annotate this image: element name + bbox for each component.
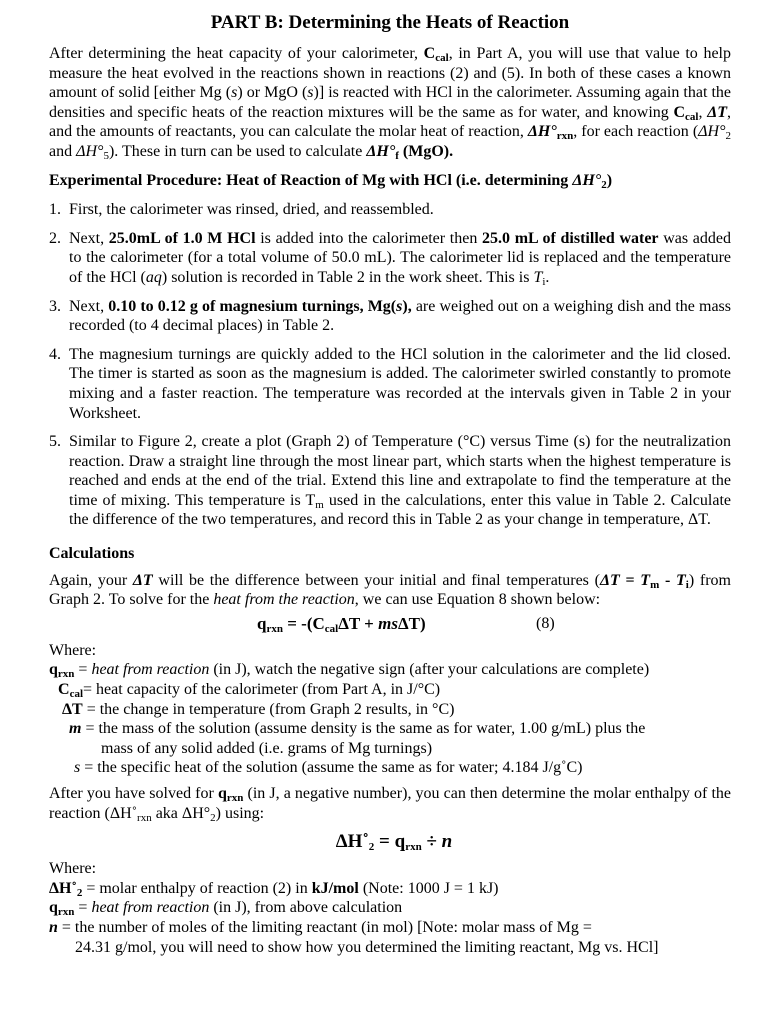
page-title: PART B: Determining the Heats of Reaction [210, 12, 570, 33]
procedure-step-1: 1. First, the calorimeter was rinsed, dried, and reassembled. [49, 201, 434, 219]
procedure-step-2: 2. Next, 25.0mL of 1.0 M HCl is added into the calorimeter then 25.0 mL of distilled water was added to the calorimeter (for a total volume of 50.0 mL). The calorimeter lid is replaced and the temperature of the HCl (aq) solution is recorded in Table 2 in the work sheet. This is $T_i$. [49, 229, 732, 288]
definition-qrxn: $q_{rxn}$ = heat from reaction (in J), watch the negative sign (after your calculations are complete) [49, 661, 650, 681]
calculations-heading: Calculations [49, 545, 135, 563]
where-label-2: Where: [49, 860, 97, 878]
intro-paragraph: After determining the heat capacity of your calorimeter, $C_{cal}$, in Part A, you will use that value to help measure the heat evolved in the reactions shown in reactions (2) and (5). In both of these cases a known amount of solid [either Mg (s) or MgO (s)] is reacted with HCl in the calorimeter. Assuming again that the densities and specific heats of the reaction mixtures will be the same as for water, and knowing $C_{cal}$, ΔT, and the amounts of reactants, you can calculate the molar heat of reaction, $\Delta H^\circ_{rxn}$, for each reaction ($\Delta H^\circ_2$ and $\Delta H^\circ_5$). These in turn can be used to calculate $\Delta H^\circ_f$ (MgO). [49, 45, 732, 162]
procedure-step-4: 4. The magnesium turnings are quickly added to the HCl solution in the calorimeter and the lid closed. The timer is started as soon as the magnesium is added. The calorimeter swirled constantly to promote mixing and a faster reaction. The temperature was recorded at the intervals given in Table 2 in your Worksheet. [49, 345, 731, 422]
equation-number: (8) [536, 614, 555, 632]
where-label: Where: [49, 641, 97, 659]
definition-mass-continued: mass of any solid added (i.e. grams of Mg turnings) [101, 739, 433, 757]
procedure-step-5: 5. Similar to Figure 2, create a plot (Graph 2) of Temperature (°C) versus Time (s) for the neutralization reaction. Draw a straight line through the most linear part, which starts when the highest temperature is reached and ends at the end of the trial. Extend this line and extrapolate to find the temperature at the time of mixing. This temperature is $T_m$ used in the calculations, enter this value in Table 2. Calculate the difference of the two temperatures, and record this in Table 2 as your change in temperature, ΔT. [49, 433, 731, 529]
procedure-steps [49, 200, 731, 530]
definition-ccal: $C_{cal}=$ heat capacity of the calorimeter (from Part A, in J/°C) [58, 681, 441, 701]
procedure-heading: Experimental Procedure: Heat of Reaction of Mg with HCl (i.e. determining $\Delta H^\circ_2$) [49, 171, 613, 191]
definition-moles: n = the number of moles of the limiting reactant (in mol) [Note: molar mass of Mg = [49, 918, 592, 936]
definition-specific-heat: s = the specific heat of the solution (assume the same as for water; 4.184 J/g˚C) [74, 759, 583, 777]
definition-molar-enthalpy: $\Delta H˚_2$ = molar enthalpy of reaction (2) in kJ/mol (Note: 1000 J = 1 kJ) [49, 879, 499, 899]
definition-delta-t: ΔT = the change in temperature (from Graph 2 results, in °C) [62, 700, 455, 718]
definition-moles-continued: 24.31 g/mol, you will need to show how you determined the limiting reactant, Mg vs. HCl] [75, 938, 659, 956]
equation-8: $q_{rxn} = -(C_{cal}\Delta T + ms\Delta T)$ (8) [257, 613, 555, 635]
calculations-paragraph: Again, your ΔT will be the difference between your initial and final temperatures $(\Delta T = T_m - T_i)$ from Graph 2. To solve for the heat from the reaction, we can use Equation 8 shown below: [49, 571, 732, 609]
definition-mass: m = the mass of the solution (assume density is the same as for water, 1.00 g/mL) plus the [69, 720, 646, 738]
definition-qrxn-2: $q_{rxn}$ = heat from reaction (in J), from above calculation [49, 899, 403, 919]
after-paragraph: After you have solved for $q_{rxn}$ (in J, a negative number), you can then determine the molar enthalpy of the reaction ($\Delta H˚_{rxn}$ aka $\Delta H^\circ_2$) using: [49, 785, 732, 824]
equation-enthalpy: $\Delta H˚_2 = q_{rxn} \div n$ [335, 831, 453, 854]
procedure-step-3: 3. Next, 0.10 to 0.12 g of magnesium turnings, Mg(s), are weighed out on a weighing dish and the mass recorded (to 4 decimal places) in Table 2. [49, 297, 731, 335]
